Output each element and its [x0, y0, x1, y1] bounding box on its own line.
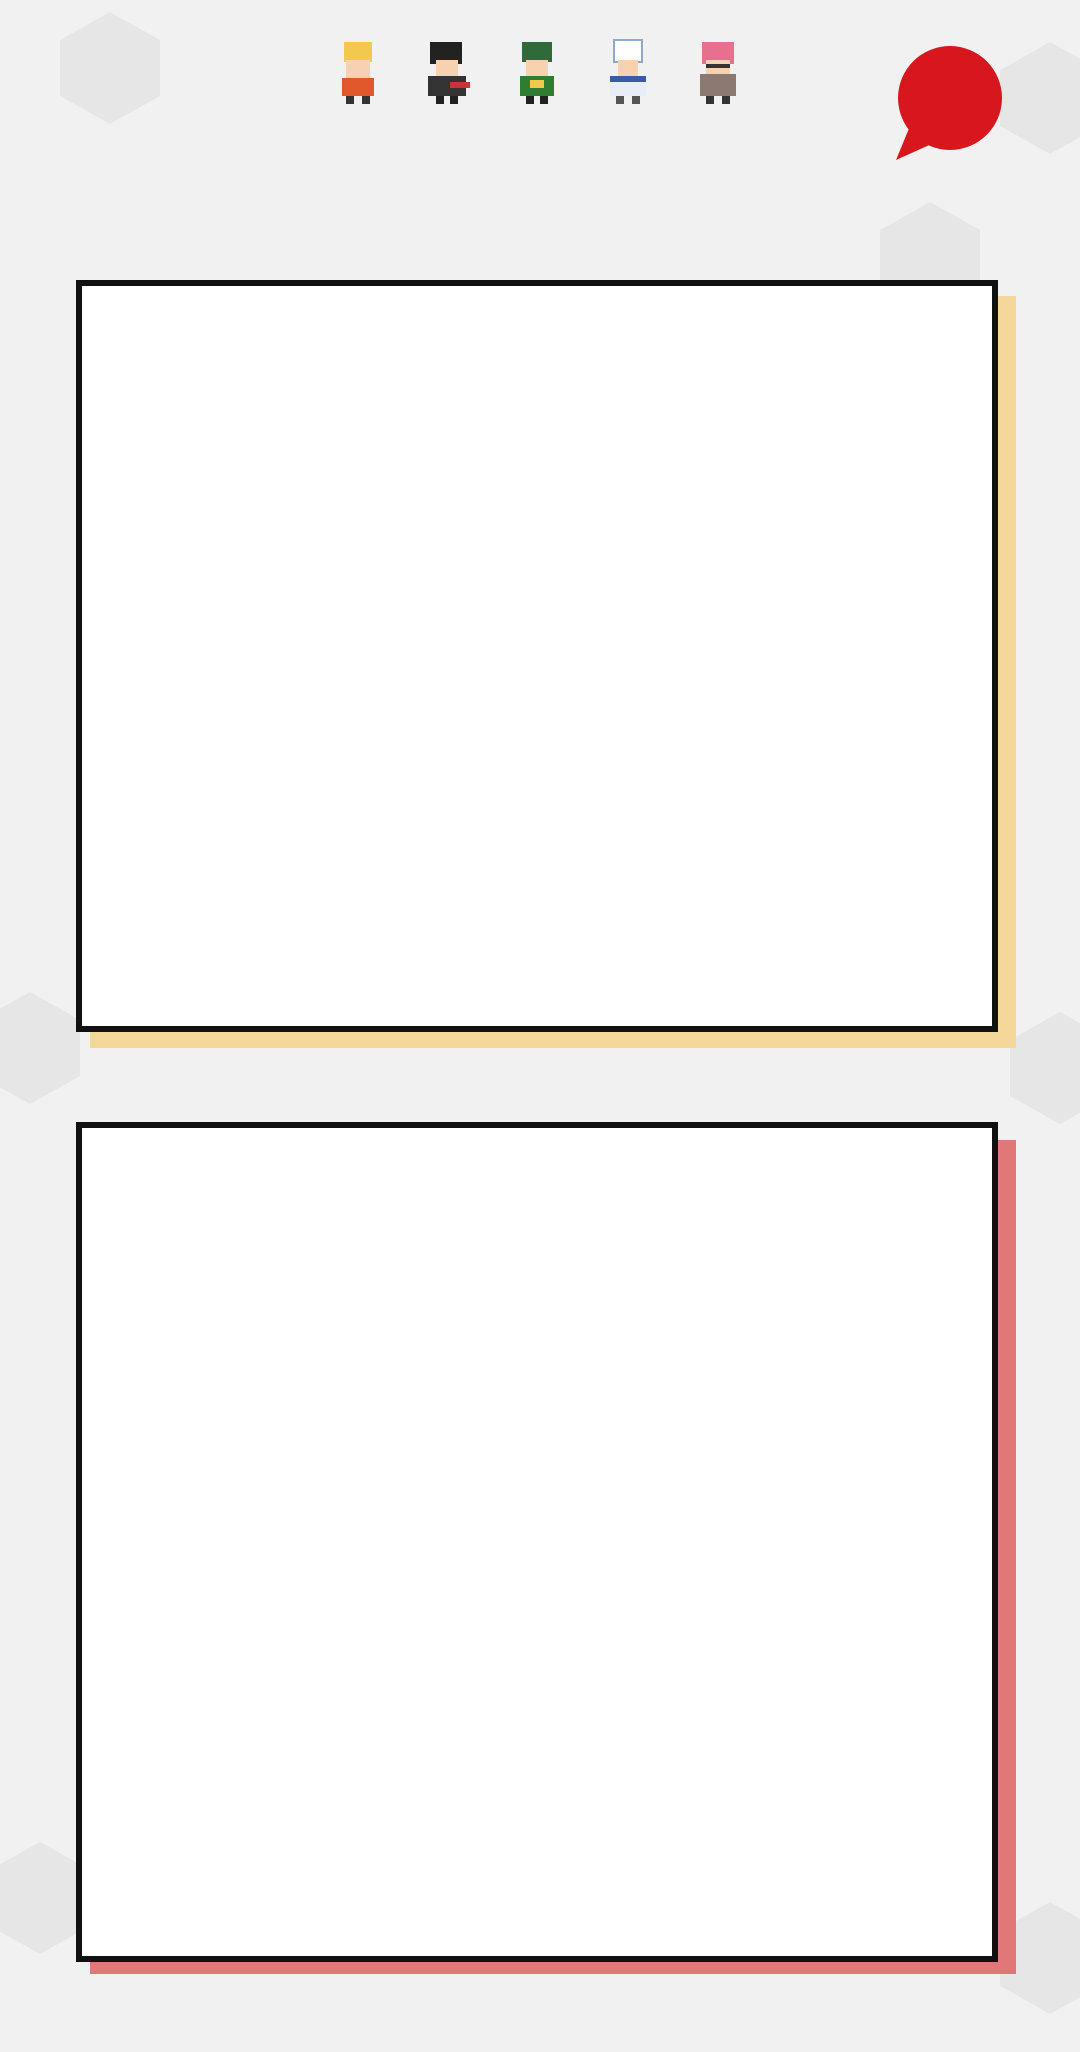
character-1-icon	[342, 42, 374, 104]
character-5-icon	[700, 42, 736, 104]
daily-video-badge	[888, 42, 1008, 162]
pixel-characters	[330, 38, 770, 106]
week-schedule-panel	[76, 1122, 998, 1962]
character-4-icon	[610, 40, 646, 104]
speech-bubble-icon	[888, 42, 1008, 162]
character-3-icon	[520, 42, 554, 104]
now-schedule-panel	[76, 280, 998, 1032]
character-2-icon	[428, 42, 470, 104]
